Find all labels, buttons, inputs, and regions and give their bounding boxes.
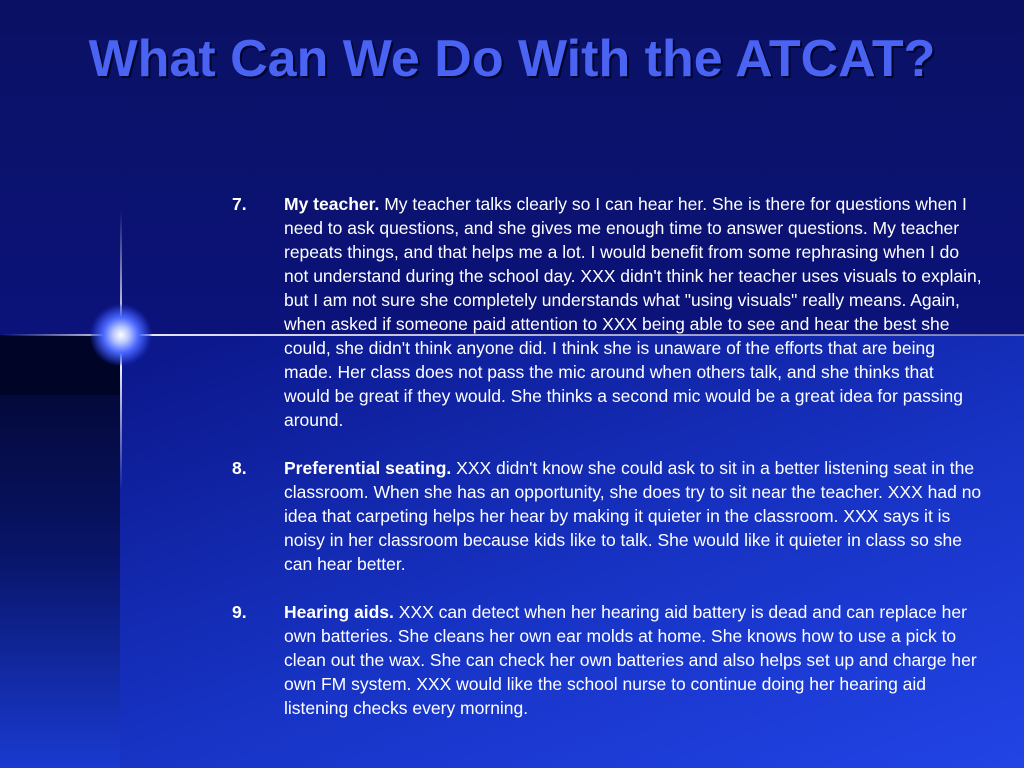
list-item <box>232 456 982 576</box>
item-body <box>284 456 982 576</box>
list-item <box>232 600 982 720</box>
item-number: 8. <box>232 458 247 478</box>
item-heading: Hearing aids. <box>284 602 394 622</box>
list-item <box>232 192 982 432</box>
item-heading: Preferential seating. <box>284 458 452 478</box>
item-heading: My teacher. <box>284 194 380 214</box>
item-number: 9. <box>232 602 247 622</box>
slide-title: What Can We Do With the ATCAT? <box>88 30 936 88</box>
star-glow-icon <box>90 304 152 366</box>
item-body <box>284 192 982 432</box>
background-left <box>0 335 120 768</box>
item-body <box>284 600 982 720</box>
item-text: XXX can detect when her hearing aid battery is dead and can replace her own batteries. She cleans her own ear molds at home. She knows how to use a pick to clean out the wax. She can check her own batteries and also helps set up and charge her own FM system. XXX would like the school nurse to continue doing her hearing aid listening checks every morning. <box>284 602 977 718</box>
item-number: 7. <box>232 194 247 214</box>
slide-content <box>232 192 982 744</box>
item-text: My teacher talks clearly so I can hear her. She is there for questions when I need to ask questions, and she gives me enough time to answer questions. My teacher repeats things, and that helps me a lot. I would benefit from some rephrasing when I do not understand during the school day. XXX didn't think her teacher uses visuals to explain, but I am not sure she completely understands what "using visuals" really means. Again, when asked if someone paid attention to XXX being able to see and hear the best she could, she didn't think anyone did. I think she is unaware of the efforts that are being made. Her class does not pass the mic around when others talk, and she thinks that would be great if they would. She thinks a second mic would be a great idea for passing around. <box>284 194 982 430</box>
item-text: XXX didn't know she could ask to sit in a better listening seat in the classroom. When she has an opportunity, she does try to sit near the teacher. XXX had no idea that carpeting helps her hear by making it quieter in the classroom. XXX says it is noisy in her classroom because kids like to talk. She would like it quieter in class so she can hear better. <box>284 458 982 574</box>
